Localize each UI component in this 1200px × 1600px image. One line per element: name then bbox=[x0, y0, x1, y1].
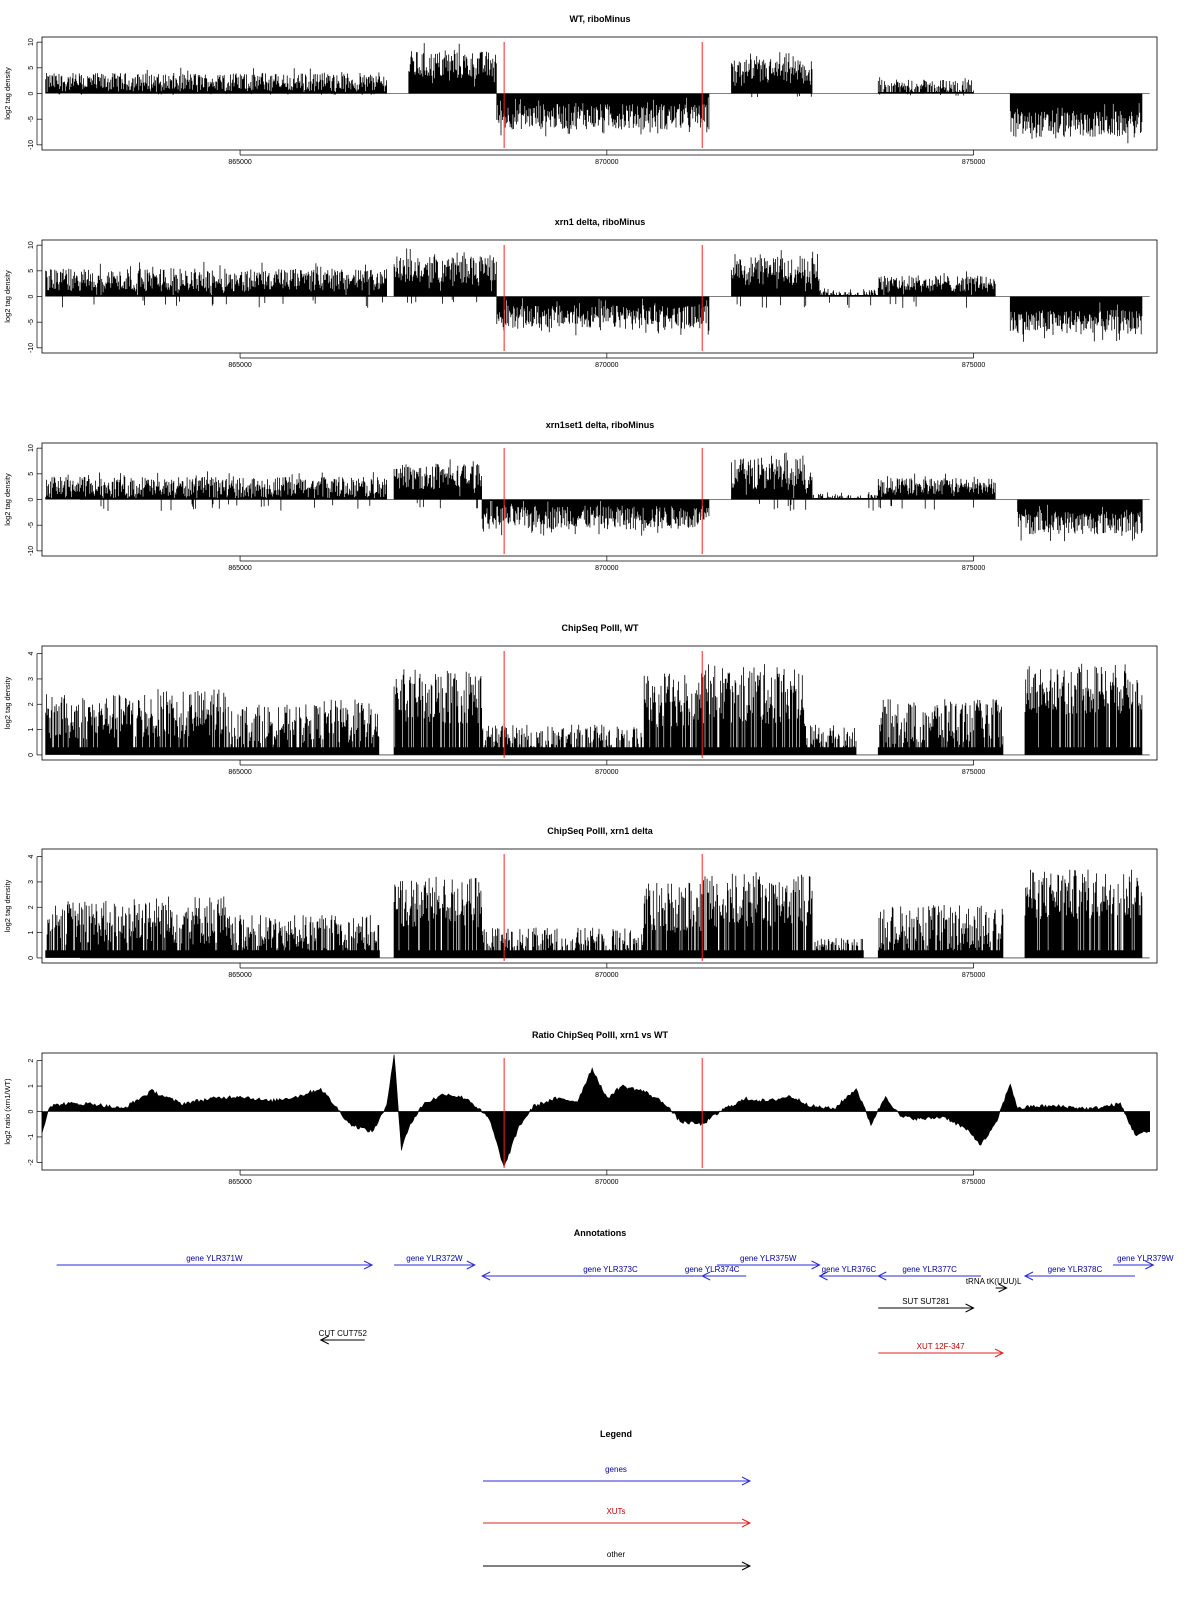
chart-panel-4 bbox=[3, 623, 1157, 776]
data-marks bbox=[46, 870, 1142, 958]
y-tick-label: 0 bbox=[28, 1109, 35, 1114]
data-marks bbox=[42, 1055, 1150, 1167]
y-tick-label: 0 bbox=[28, 955, 35, 960]
feature-gene-ylr374c bbox=[685, 1265, 746, 1280]
feature-label: CUT CUT752 bbox=[318, 1329, 367, 1338]
signal-segment-7 bbox=[1018, 500, 1143, 542]
x-axis bbox=[228, 150, 985, 166]
annotations-title: Annotations bbox=[573, 1228, 627, 1238]
signal-segment-5 bbox=[394, 669, 482, 755]
data-marks bbox=[46, 664, 1142, 755]
data-marks bbox=[46, 43, 1142, 143]
y-axis bbox=[28, 1059, 42, 1166]
x-tick-label: 875000 bbox=[961, 362, 986, 369]
x-tick-label: 865000 bbox=[228, 159, 252, 166]
ratio-area bbox=[42, 1055, 1150, 1167]
signal-segment-9 bbox=[805, 725, 856, 755]
signal-segment-2 bbox=[394, 249, 496, 304]
chart-panel-6 bbox=[3, 1030, 1157, 1186]
data-marks bbox=[46, 453, 1143, 542]
x-axis bbox=[228, 353, 985, 369]
chart-panel-1 bbox=[3, 14, 1157, 166]
feature-label: gene YLR374C bbox=[684, 1265, 740, 1274]
y-tick-label: 10 bbox=[28, 444, 35, 453]
signal-segment-3 bbox=[497, 94, 709, 137]
x-tick-label: 865000 bbox=[228, 1179, 252, 1186]
legend-label: genes bbox=[605, 1465, 627, 1474]
signal-segment-6 bbox=[878, 474, 995, 510]
x-tick-label: 875000 bbox=[961, 1179, 986, 1186]
y-tick-label: 2 bbox=[28, 905, 35, 910]
legend bbox=[483, 1429, 750, 1570]
signal-segment-8 bbox=[702, 664, 804, 755]
feature-label: XUT 12F-347 bbox=[916, 1342, 965, 1351]
x-tick-label: 870000 bbox=[595, 972, 619, 979]
y-tick-label: 1 bbox=[28, 930, 35, 935]
annotations-track bbox=[57, 1228, 1174, 1357]
y-tick-label: 3 bbox=[28, 676, 35, 681]
signal-segment-5 bbox=[878, 77, 973, 95]
x-tick-label: 875000 bbox=[961, 565, 986, 572]
y-axis-label: log2 tag density bbox=[3, 676, 12, 730]
x-tick-label: 875000 bbox=[961, 972, 986, 979]
signal-segment-2 bbox=[409, 43, 497, 93]
x-tick-label: 865000 bbox=[228, 565, 252, 572]
x-tick-label: 865000 bbox=[228, 972, 252, 979]
feature-trna-tk-uuu-l bbox=[966, 1277, 1022, 1292]
signal-segment-11 bbox=[1025, 664, 1142, 755]
signal-segment-5 bbox=[482, 928, 643, 958]
x-axis bbox=[228, 556, 985, 572]
signal-segment-4 bbox=[732, 250, 820, 308]
signal-segment-2 bbox=[130, 689, 225, 755]
feature-gene-ylr376c bbox=[820, 1265, 879, 1280]
y-tick-label: 1 bbox=[28, 1084, 35, 1089]
panel-title: Ratio ChipSeq PolII, xrn1 vs WT bbox=[531, 1030, 669, 1040]
y-tick-label: 2 bbox=[28, 1058, 35, 1063]
signal-segment-4 bbox=[394, 877, 482, 958]
y-axis bbox=[28, 652, 42, 757]
panel-title: ChipSeq PolII, xrn1 delta bbox=[547, 826, 653, 836]
signal-segment-6 bbox=[878, 271, 995, 308]
feature-label: SUT SUT281 bbox=[902, 1297, 950, 1306]
signal-segment-1 bbox=[46, 68, 387, 95]
signal-segment-1 bbox=[46, 471, 387, 511]
signal-segment-4 bbox=[732, 52, 813, 97]
signal-segment-10 bbox=[878, 699, 1003, 755]
signal-segment-1 bbox=[46, 262, 387, 308]
y-tick-label: 4 bbox=[28, 651, 35, 656]
y-tick-label: 10 bbox=[28, 241, 35, 250]
x-axis bbox=[228, 1170, 985, 1186]
chart-panel-5 bbox=[3, 826, 1157, 979]
feature-xut-12f-347 bbox=[878, 1342, 1003, 1357]
feature-cut-cut752 bbox=[319, 1329, 368, 1344]
signal-segment-3 bbox=[225, 915, 379, 958]
signal-segment-2 bbox=[394, 459, 482, 508]
panel-title: ChipSeq PolII, WT bbox=[561, 623, 639, 633]
y-tick-label: 0 bbox=[28, 294, 35, 299]
y-tick-label: 5 bbox=[28, 471, 35, 476]
y-tick-label: 0 bbox=[28, 91, 35, 96]
signal-segment-9 bbox=[878, 905, 1003, 958]
x-axis bbox=[228, 963, 985, 979]
y-axis bbox=[28, 38, 42, 150]
y-tick-label: 4 bbox=[28, 854, 35, 859]
x-tick-label: 870000 bbox=[595, 362, 619, 369]
signal-segment-6 bbox=[1010, 94, 1142, 144]
legend-item-genes bbox=[483, 1465, 750, 1485]
x-tick-label: 870000 bbox=[595, 159, 619, 166]
y-tick-label: -5 bbox=[28, 116, 35, 123]
feature-gene-ylr371w bbox=[57, 1254, 372, 1269]
signal-segment-5 bbox=[820, 288, 878, 307]
x-axis bbox=[228, 760, 985, 776]
signal-segment-3 bbox=[497, 297, 709, 336]
feature-label: gene YLR373C bbox=[583, 1265, 638, 1274]
feature-label: gene YLR375W bbox=[740, 1254, 797, 1263]
signal-segment-4 bbox=[321, 700, 379, 755]
feature-label: tRNA tK(UUU)L bbox=[965, 1277, 1022, 1286]
panel-title: xrn1set1 delta, riboMinus bbox=[545, 420, 655, 430]
signal-segment-10 bbox=[1025, 870, 1142, 958]
signal-segment-7 bbox=[644, 673, 702, 755]
feature-label: gene YLR377C bbox=[902, 1265, 957, 1274]
y-tick-label: -10 bbox=[28, 342, 35, 353]
signal-segment-3 bbox=[482, 500, 709, 536]
data-marks bbox=[46, 249, 1142, 342]
x-tick-label: 870000 bbox=[595, 769, 619, 776]
y-axis-label: log2 ratio (xrn1/WT) bbox=[3, 1078, 12, 1145]
feature-label: gene YLR376C bbox=[821, 1265, 877, 1274]
panel-title: xrn1 delta, riboMinus bbox=[554, 217, 646, 227]
legend-label: XUTs bbox=[606, 1507, 626, 1516]
panel-title: WT, riboMinus bbox=[569, 14, 631, 24]
y-tick-label: 2 bbox=[28, 702, 35, 707]
signal-segment-8 bbox=[812, 938, 863, 958]
feature-label: gene YLR371W bbox=[186, 1254, 243, 1263]
signal-segment-6 bbox=[644, 883, 702, 958]
x-tick-label: 870000 bbox=[595, 565, 619, 572]
y-tick-label: -2 bbox=[28, 1159, 35, 1166]
y-tick-label: 0 bbox=[28, 752, 35, 757]
y-tick-label: 0 bbox=[28, 497, 35, 502]
x-tick-label: 870000 bbox=[595, 1179, 619, 1186]
y-tick-label: -1 bbox=[28, 1133, 35, 1141]
signal-segment-1 bbox=[46, 694, 130, 755]
y-tick-label: -5 bbox=[28, 522, 35, 529]
signal-segment-5 bbox=[812, 492, 878, 511]
feature-label: gene YLR379W bbox=[1117, 1254, 1174, 1263]
signal-segment-3 bbox=[225, 705, 320, 755]
y-axis-label: log2 tag density bbox=[3, 473, 12, 526]
signal-segment-7 bbox=[1010, 297, 1142, 342]
y-axis bbox=[28, 855, 42, 960]
feature-label: gene YLR378C bbox=[1047, 1265, 1103, 1274]
signal-segment-6 bbox=[482, 725, 643, 755]
legend-item-xuts bbox=[483, 1507, 750, 1527]
chart-panel-2 bbox=[3, 217, 1157, 369]
y-tick-label: -5 bbox=[28, 319, 35, 326]
y-tick-label: 1 bbox=[28, 727, 35, 732]
chart-panel-3 bbox=[3, 420, 1157, 572]
y-tick-label: 5 bbox=[28, 65, 35, 70]
feature-sut-sut281 bbox=[878, 1297, 973, 1312]
signal-segment-2 bbox=[130, 897, 225, 958]
x-tick-label: 875000 bbox=[961, 769, 986, 776]
y-axis bbox=[28, 241, 42, 353]
y-tick-label: -10 bbox=[28, 545, 35, 556]
feature-gene-ylr379w bbox=[1113, 1254, 1174, 1269]
legend-title: Legend bbox=[599, 1429, 633, 1439]
y-tick-label: 5 bbox=[28, 268, 35, 273]
feature-label: gene YLR372W bbox=[406, 1254, 463, 1263]
x-tick-label: 875000 bbox=[961, 159, 986, 166]
y-axis-label: log2 tag density bbox=[3, 270, 12, 323]
signal-segment-4 bbox=[732, 453, 813, 511]
legend-item-other bbox=[483, 1550, 750, 1570]
x-tick-label: 865000 bbox=[228, 769, 252, 776]
feature-gene-ylr372w bbox=[394, 1254, 475, 1269]
y-axis-label: log2 tag density bbox=[3, 67, 12, 120]
signal-segment-7 bbox=[702, 872, 812, 958]
signal-segment-1 bbox=[46, 901, 130, 958]
y-tick-label: 10 bbox=[28, 38, 35, 47]
x-tick-label: 865000 bbox=[228, 362, 252, 369]
legend-label: other bbox=[606, 1550, 626, 1559]
y-tick-label: -10 bbox=[28, 139, 35, 150]
feature-gene-ylr378c bbox=[1025, 1265, 1135, 1280]
y-axis-label: log2 tag density bbox=[3, 879, 12, 933]
y-tick-label: 3 bbox=[28, 879, 35, 884]
y-axis bbox=[28, 444, 42, 556]
